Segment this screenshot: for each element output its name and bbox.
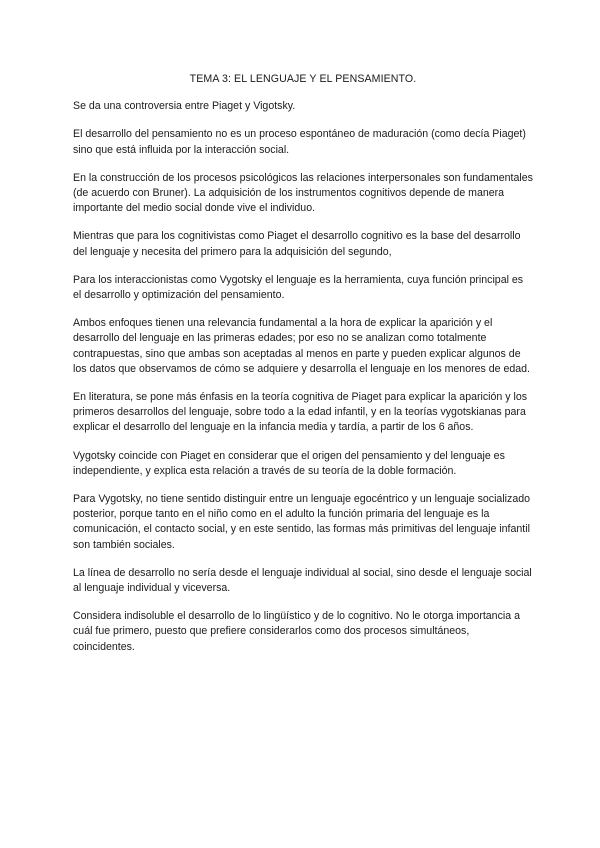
paragraph: El desarrollo del pensamiento no es un proceso espontáneo de maduración (como decía Piaget) sino que está influida por la interacción social.: [73, 128, 526, 156]
paragraph: En la construcción de los procesos psicológicos las relaciones interpersonales son fundamentales (de acuerdo con Bruner). La adquisición de los instrumentos cognitivos depende de manera importante del medio social donde vive el individuo.: [73, 171, 533, 215]
paragraph: Se da una controversia entre Piaget y Vigotsky.: [73, 100, 296, 113]
paragraph: Mientras que para los cognitivistas como Piaget el desarrollo cognitivo es la base del desarrollo del lenguaje y necesita del primero para la adquisición del segundo,: [73, 230, 521, 258]
paragraph: La línea de desarrollo no sería desde el lenguaje individual al social, sino desde el lenguaje social al lenguaje individual y viceversa.: [73, 566, 532, 595]
paragraph: Para los interaccionistas como Vygotsky el lenguaje es la herramienta, cuya función principal es el desarrollo y optimización del pensamiento.: [73, 273, 524, 302]
document-body: [73, 72, 533, 668]
paragraph: Para Vygotsky, no tiene sentido distinguir entre un lenguaje egocéntrico y un lenguaje socializado posterior, porque tanto en el niño como en el adulto la función primaria del lenguaje es la comunicación, el contacto social, y en este sentido, las formas más primitivas del lenguaje infantil son también sociales.: [73, 493, 530, 551]
paragraph: Vygotsky coincide con Piaget en considerar que el origen del pensamiento y del lenguaje es independiente, y explica esta relación a través de su teoría de la doble formación.: [73, 449, 505, 477]
paragraph: Considera indisoluble el desarrollo de lo lingüístico y de lo cognitivo. No le otorga importancia a cuál fue primero, puesto que prefiere considerarlos como dos procesos simultáneos, coincidentes.: [73, 610, 520, 653]
paragraph: Ambos enfoques tienen una relevancia fundamental a la hora de explicar la aparición y el desarrollo del lenguaje en las primeras edades; por eso no se analizan como totalmente contrapuestas, sino que ambas son aceptadas al menos en parte y pueden explicar algunos de los datos que observamos de cómo se adquiere y desarrolla el lenguaje en los menores de edad.: [73, 317, 530, 375]
paragraph: En literatura, se pone más énfasis en la teoría cognitiva de Piaget para explicar la aparición y los primeros desarrollos del lenguaje, sobre todo a la edad infantil, y en la teorías vygotskianas para explicar el desarrollo del lenguaje en la infancia media y tardía, a partir de los 6 años.: [73, 391, 528, 434]
page-title: TEMA 3: EL LENGUAJE Y EL PENSAMIENTO.: [189, 73, 417, 85]
